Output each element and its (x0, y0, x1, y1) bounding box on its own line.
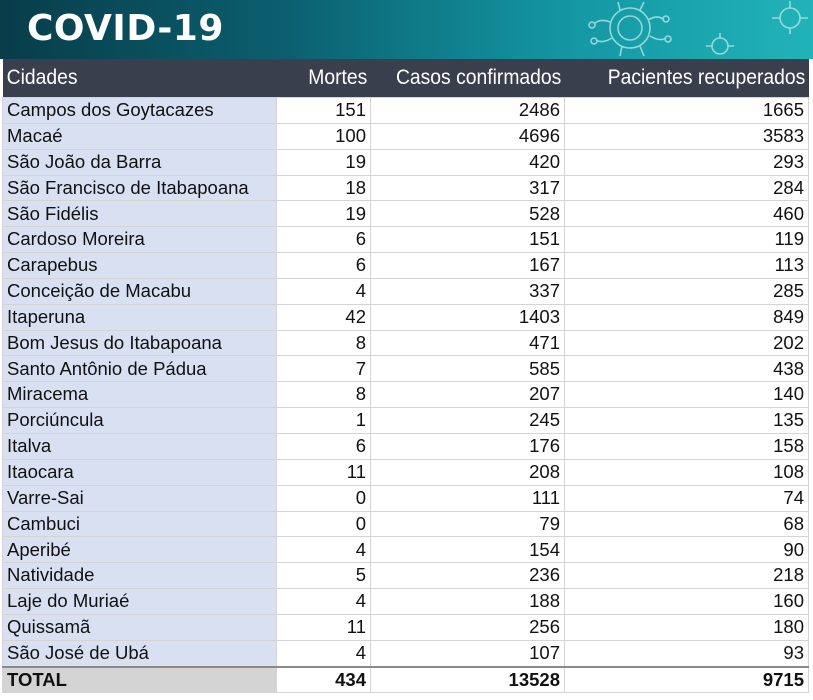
table-row (3, 537, 809, 563)
total-recovered: 9715 (565, 667, 809, 693)
deaths-cell: 5 (277, 563, 371, 589)
table-row (3, 640, 809, 666)
city-cell: Aperibé (3, 537, 277, 563)
confirmed-cell: 471 (371, 330, 565, 356)
recovered-cell: 3583 (565, 123, 809, 149)
table-row (3, 433, 809, 459)
deaths-cell: 19 (277, 149, 371, 175)
city-cell: Cambuci (3, 511, 277, 537)
deaths-cell: 4 (277, 589, 371, 615)
table-row (3, 589, 809, 615)
confirmed-cell: 337 (371, 278, 565, 304)
city-cell: Itaperuna (3, 304, 277, 330)
recovered-cell: 202 (565, 330, 809, 356)
city-cell: Varre-Sai (3, 485, 277, 511)
deaths-cell: 100 (277, 123, 371, 149)
deaths-cell: 11 (277, 459, 371, 485)
deaths-cell: 19 (277, 201, 371, 227)
banner-title: COVID-19 (27, 8, 224, 49)
confirmed-cell: 79 (371, 511, 565, 537)
table-row (3, 356, 809, 382)
covid-cases-table (2, 59, 809, 693)
confirmed-cell: 236 (371, 563, 565, 589)
recovered-cell: 293 (565, 149, 809, 175)
confirmed-cell: 176 (371, 433, 565, 459)
confirmed-cell: 1403 (371, 304, 565, 330)
deaths-cell: 11 (277, 614, 371, 640)
city-cell: Miracema (3, 382, 277, 408)
confirmed-cell: 585 (371, 356, 565, 382)
deaths-cell: 4 (277, 278, 371, 304)
table-row (3, 511, 809, 537)
deaths-cell: 4 (277, 537, 371, 563)
deaths-cell: 6 (277, 253, 371, 279)
recovered-cell: 90 (565, 537, 809, 563)
table-row (3, 614, 809, 640)
confirmed-cell: 420 (371, 149, 565, 175)
confirmed-cell: 111 (371, 485, 565, 511)
city-cell: Cardoso Moreira (3, 227, 277, 253)
city-cell: Conceição de Macabu (3, 278, 277, 304)
table-row (3, 304, 809, 330)
recovered-cell: 1665 (565, 98, 809, 124)
confirmed-cell: 2486 (371, 98, 565, 124)
confirmed-cell: 4696 (371, 123, 565, 149)
recovered-cell: 140 (565, 382, 809, 408)
city-cell: São José de Ubá (3, 640, 277, 666)
city-cell: Itaocara (3, 459, 277, 485)
confirmed-cell: 154 (371, 537, 565, 563)
confirmed-cell: 256 (371, 614, 565, 640)
table-row (3, 382, 809, 408)
deaths-cell: 6 (277, 227, 371, 253)
city-cell: Bom Jesus do Itabapoana (3, 330, 277, 356)
city-cell: Laje do Muriaé (3, 589, 277, 615)
total-confirmed: 13528 (371, 667, 565, 693)
city-cell: Italva (3, 433, 277, 459)
deaths-cell: 4 (277, 640, 371, 666)
recovered-cell: 849 (565, 304, 809, 330)
confirmed-cell: 207 (371, 382, 565, 408)
header-casos-confirmados: Casos confirmados (386, 59, 564, 98)
city-cell: Santo Antônio de Pádua (3, 356, 277, 382)
city-cell: Porciúncula (3, 408, 277, 434)
recovered-cell: 93 (565, 640, 809, 666)
deaths-cell: 151 (277, 98, 371, 124)
confirmed-cell: 208 (371, 459, 565, 485)
city-cell: Carapebus (3, 253, 277, 279)
deaths-cell: 0 (277, 485, 371, 511)
confirmed-cell: 528 (371, 201, 565, 227)
recovered-cell: 438 (565, 356, 809, 382)
recovered-cell: 218 (565, 563, 809, 589)
recovered-cell: 74 (565, 485, 809, 511)
total-deaths: 434 (277, 667, 371, 693)
recovered-cell: 68 (565, 511, 809, 537)
confirmed-cell: 151 (371, 227, 565, 253)
header-cidades: Cidades (3, 59, 255, 98)
table-row (3, 201, 809, 227)
recovered-cell: 460 (565, 201, 809, 227)
city-cell: São Fidélis (3, 201, 277, 227)
deaths-cell: 1 (277, 408, 371, 434)
table-row (3, 149, 809, 175)
city-cell: São João da Barra (3, 149, 277, 175)
recovered-cell: 119 (565, 227, 809, 253)
recovered-cell: 135 (565, 408, 809, 434)
deaths-cell: 42 (277, 304, 371, 330)
confirmed-cell: 245 (371, 408, 565, 434)
confirmed-cell: 167 (371, 253, 565, 279)
recovered-cell: 113 (565, 253, 809, 279)
table-row (3, 227, 809, 253)
recovered-cell: 285 (565, 278, 809, 304)
table-row (3, 459, 809, 485)
header-mortes: Mortes (284, 59, 370, 98)
deaths-cell: 8 (277, 330, 371, 356)
table-row (3, 98, 809, 124)
virus-illustration-icon (560, 0, 813, 59)
confirmed-cell: 317 (371, 175, 565, 201)
city-cell: Natividade (3, 563, 277, 589)
recovered-cell: 158 (565, 433, 809, 459)
city-cell: Macaé (3, 123, 277, 149)
confirmed-cell: 107 (371, 640, 565, 666)
table-row (3, 485, 809, 511)
table-header-row (3, 59, 809, 98)
confirmed-cell: 188 (371, 589, 565, 615)
city-cell: Quissamã (3, 614, 277, 640)
recovered-cell: 108 (565, 459, 809, 485)
table-row (3, 330, 809, 356)
deaths-cell: 8 (277, 382, 371, 408)
total-row (3, 667, 809, 693)
city-cell: Campos dos Goytacazes (3, 98, 277, 124)
table-row (3, 563, 809, 589)
table-row (3, 175, 809, 201)
city-cell: São Francisco de Itabapoana (3, 175, 277, 201)
table-row (3, 253, 809, 279)
total-label: TOTAL (3, 667, 277, 693)
recovered-cell: 180 (565, 614, 809, 640)
deaths-cell: 18 (277, 175, 371, 201)
recovered-cell: 284 (565, 175, 809, 201)
header-pacientes-recuperados: Pacientes recuperados (584, 59, 808, 98)
table-row (3, 408, 809, 434)
covid-banner (0, 0, 813, 59)
deaths-cell: 0 (277, 511, 371, 537)
deaths-cell: 7 (277, 356, 371, 382)
table-row (3, 278, 809, 304)
recovered-cell: 160 (565, 589, 809, 615)
table-row (3, 123, 809, 149)
deaths-cell: 6 (277, 433, 371, 459)
